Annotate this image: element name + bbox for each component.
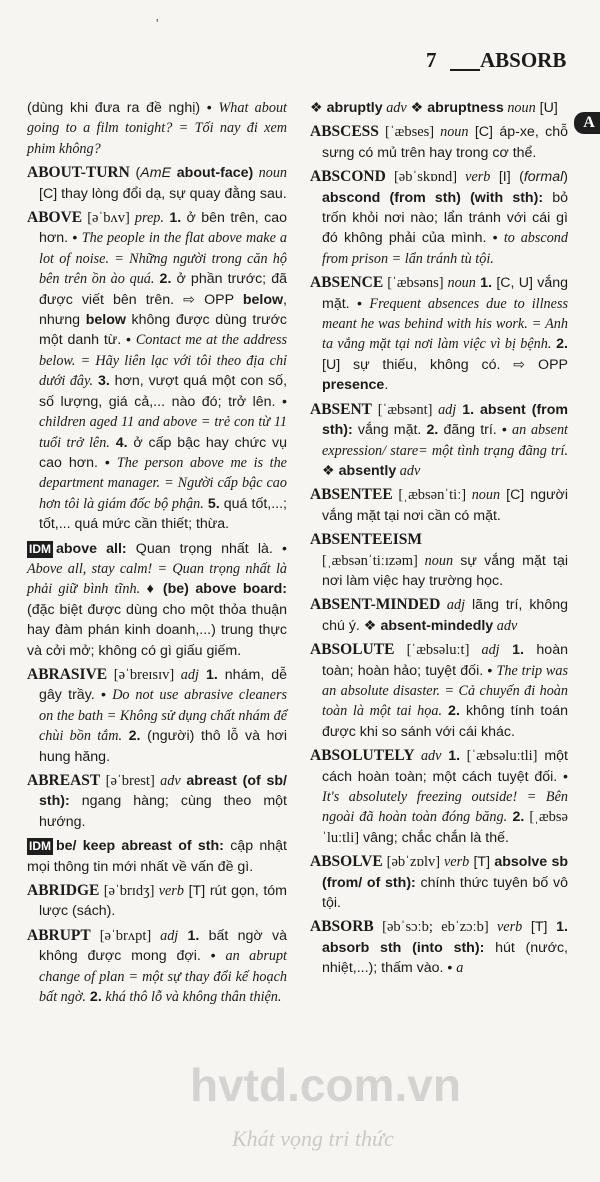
entry-abscond: ABSCOND [əbˈskɒnd] verb [I] (formal) abscond (from sth) (with sth): bỏ trốn khỏi nơi nào; lẩn tránh với cái gì đó không phải của mình. • to abscond from prison = lẩn tránh tù tội. bbox=[310, 168, 568, 267]
entry-absent-minded: ABSENT-MINDED adj lãng trí, không chú ý. ❖ absent-mindedly adv bbox=[310, 596, 568, 634]
right-column bbox=[310, 98, 568, 983]
watermark-site: hvtd.com.vn bbox=[190, 1059, 461, 1111]
entry-absentee: ABSENTEE [ˌæbsənˈtiː] noun [C] người vắng mặt tại nơi cần có mặt. bbox=[310, 486, 569, 524]
entry-about-turn: ABOUT-TURN (AmE about-face) noun [C] thay lòng đổi dạ, sự quay đằng sau. bbox=[27, 164, 288, 202]
entry-abreast: ABREAST [əˈbrest] adv abreast (of sb/ sth): ngang hàng; cùng theo một hướng. bbox=[27, 772, 288, 830]
entry-above: ABOVE [əˈbʌv] prep. 1. ở bên trên, cao hơn. • The people in the flat above make a lot of noise. = Những người trong căn hộ bên trên ồn ào quá. 2. ở phần trước; đã được viết bên trên. ⇨ OPP below, nhưng below không được dùng trước một danh từ. • Contact me at the address below. = Hãy liên lạc với tôi theo địa chỉ dưới đây. 3. hơn, vượt quá một con số, số lượng, giá cả,... nào đó; trở lên. • children aged 11 and above = trẻ con từ 11 tuổi trở lên. 4. ở cấp bậc hay chức vụ cao hơn. • The person above me is the department manager. = Người cấp bậc cao hơn tôi là giám đốc bộ phận. 5. quá tốt,...; tốt,... quá mức cần thiết; thừa. bbox=[27, 209, 288, 533]
idiom-block-above: IDM above all: Quan trọng nhất là. • Above all, stay calm! = Quan trọng nhất là phải giữ bình tĩnh. ♦ (be) above board: (đặc biệt được dùng cho một thỏa thuận hay đàm phán kinh doanh,...) trung thực và cởi mở; không có gì giấu giếm. bbox=[27, 540, 288, 659]
entry-absence: ABSENCE [ˈæbsəns] noun 1. [C, U] vắng mặt. • Frequent absences due to illness meant he was behind with his work. = Anh ta vắng mặt tại nơi làm việc vì bị bệnh. 2. [U] sự thiếu, không có. ⇨ OPP presence. bbox=[310, 274, 568, 394]
entry-absorb: ABSORB [əbˈsɔːb; ebˈzɔːb] verb [T] 1. absorb sth (into sth): hút (nước, nhiệt,...); thấm vào. • a bbox=[310, 918, 568, 977]
watermark-tagline: Khát vọng tri thức bbox=[232, 1126, 394, 1151]
idiom-block-abreast: IDM be/ keep abreast of sth: cập nhật mọi thông tin mới nhất về vấn đề gì. bbox=[27, 838, 287, 875]
idm-badge: IDM bbox=[29, 541, 51, 556]
entry-absenteeism: ABSENTEEISM [ˌæbsənˈtiːɪzəm] noun sự vắng mặt tại nơi làm việc hay trường học. bbox=[310, 531, 568, 589]
entry-abrupt: ABRUPT [əˈbrʌpt] adj 1. bất ngờ và không được mong đợi. • an abrupt change of plan = một sự thay đổi kế hoạch bất ngờ. 2. khá thô lỗ và không thân thiện. bbox=[27, 926, 287, 1006]
idm-badge: IDM bbox=[29, 839, 51, 854]
entry-absolve: ABSOLVE [əbˈzɒlv] verb [T] absolve sb (from/ of sth): chính thức tuyên bố vô tội. bbox=[310, 853, 569, 912]
page-mark: ' bbox=[156, 16, 159, 31]
running-header bbox=[420, 48, 570, 78]
entry-abscess: ABSCESS [ˈæbses] noun [C] áp-xe, chỗ sưng có mủ trên hay trong cơ thể. bbox=[310, 123, 568, 161]
page-number: 7 bbox=[426, 48, 437, 72]
left-column bbox=[27, 98, 287, 1011]
entry-continuation: (dùng khi đưa ra đề nghị) • What about going to a film tonight? = Tối nay đi xem phim không? bbox=[27, 100, 287, 157]
guide-word: ABSORB bbox=[480, 48, 567, 72]
letter-tab: A bbox=[574, 112, 600, 134]
entry-abrasive: ABRASIVE [əˈbreɪsɪv] adj 1. nhám, dễ gây trầy. • Do not use abrasive cleaners on the bath = Không sử dụng chất nhám để chùi bồn tắm. 2. (người) thô lỗ và hơi hung hăng. bbox=[27, 665, 287, 765]
header-rule bbox=[450, 69, 480, 71]
entry-abruptly: ❖ abruptly adv ❖ abruptness noun [U] bbox=[310, 100, 558, 116]
entry-abridge: ABRIDGE [əˈbrɪdʒ] verb [T] rút gọn, tóm lược (sách). bbox=[27, 882, 288, 920]
entry-absent: ABSENT [ˈæbsənt] adj 1. absent (from sth): vắng mặt. 2. đãng trí. • an absent expression/ stare= một tình trạng đãng trí. ❖ absently adv bbox=[310, 400, 568, 479]
entry-absolutely: ABSOLUTELY adv 1. [ˈæbsəluːtli] một cách hoàn toàn; một cách tuyệt đối. • It's absolutely freezing outside! = Bên ngoài đã hoàn toàn đóng băng. 2. [ˌæbsəˈluːtli] vâng; chắc chắn là thế. bbox=[310, 747, 568, 846]
entry-absolute: ABSOLUTE [ˈæbsəluːt] adj 1. hoàn toàn; hoàn hảo; tuyệt đối. • The trip was an absolute disaster. = Cả chuyến đi hoàn toàn là một tai họa. 2. không tính toán được khi so sánh với cái khác. bbox=[310, 641, 568, 740]
